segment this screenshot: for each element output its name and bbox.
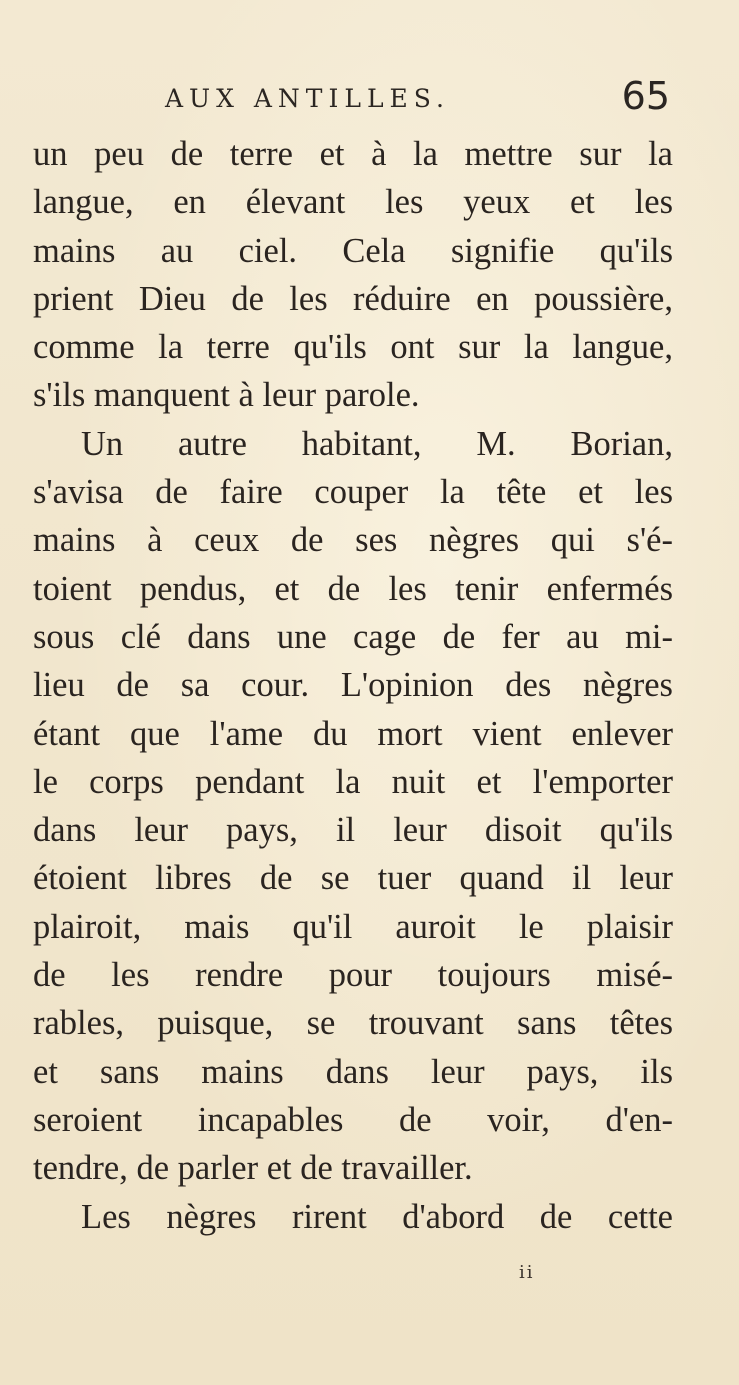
page-number: 65 [621,74,670,118]
text-line-5: comme la terre qu'ils ont sur la langue, [33,328,673,367]
text-line-11: sous clé dans une cage de fer au mi- [33,617,673,656]
text-line-17: plairoit, mais qu'il auroit le plaisir [33,907,673,946]
text-line-16: étoient libres de se tuer quand il leur [33,859,673,898]
text-line-8: s'avisa de faire couper la tête et les [33,473,673,512]
text-line-12: lieu de sa cour. L'opinion des nègres [33,666,673,705]
text-line-20: et sans mains dans leur pays, ils [33,1052,673,1091]
text-line-21: seroient incapables de voir, d'en- [33,1100,673,1139]
text-line-14: le corps pendant la nuit et l'emporter [33,762,673,801]
text-line-15: dans leur pays, il leur disoit qu'ils [33,811,673,850]
text-line-7: Un autre habitant, M. Borian, [81,424,673,463]
text-line-4: prient Dieu de les réduire en poussière, [33,279,673,318]
text-line-10: toient pendus, et de les tenir enfermés [33,569,673,608]
text-line-9: mains à ceux de ses nègres qui s'é- [33,521,673,560]
running-head [165,74,670,118]
body-text [33,130,673,1241]
text-line-23: Les nègres rirent d'abord de cette [81,1197,673,1236]
text-line-22: tendre, de parler et de travailler. [33,1149,473,1188]
signature-mark: ii [519,1262,535,1283]
text-line-2: langue, en élevant les yeux et les [33,183,673,222]
text-line-13: étant que l'ame du mort vient enlever [33,714,673,753]
text-line-1: un peu de terre et à la mettre sur la [33,135,673,173]
text-line-6: s'ils manquent à leur parole. [33,376,420,415]
running-title: AUX ANTILLES. [165,84,450,113]
text-line-19: rables, puisque, se trouvant sans têtes [33,1004,673,1043]
text-line-18: de les rendre pour toujours misé- [33,956,673,995]
text-line-3: mains au ciel. Cela signifie qu'ils [33,231,673,270]
